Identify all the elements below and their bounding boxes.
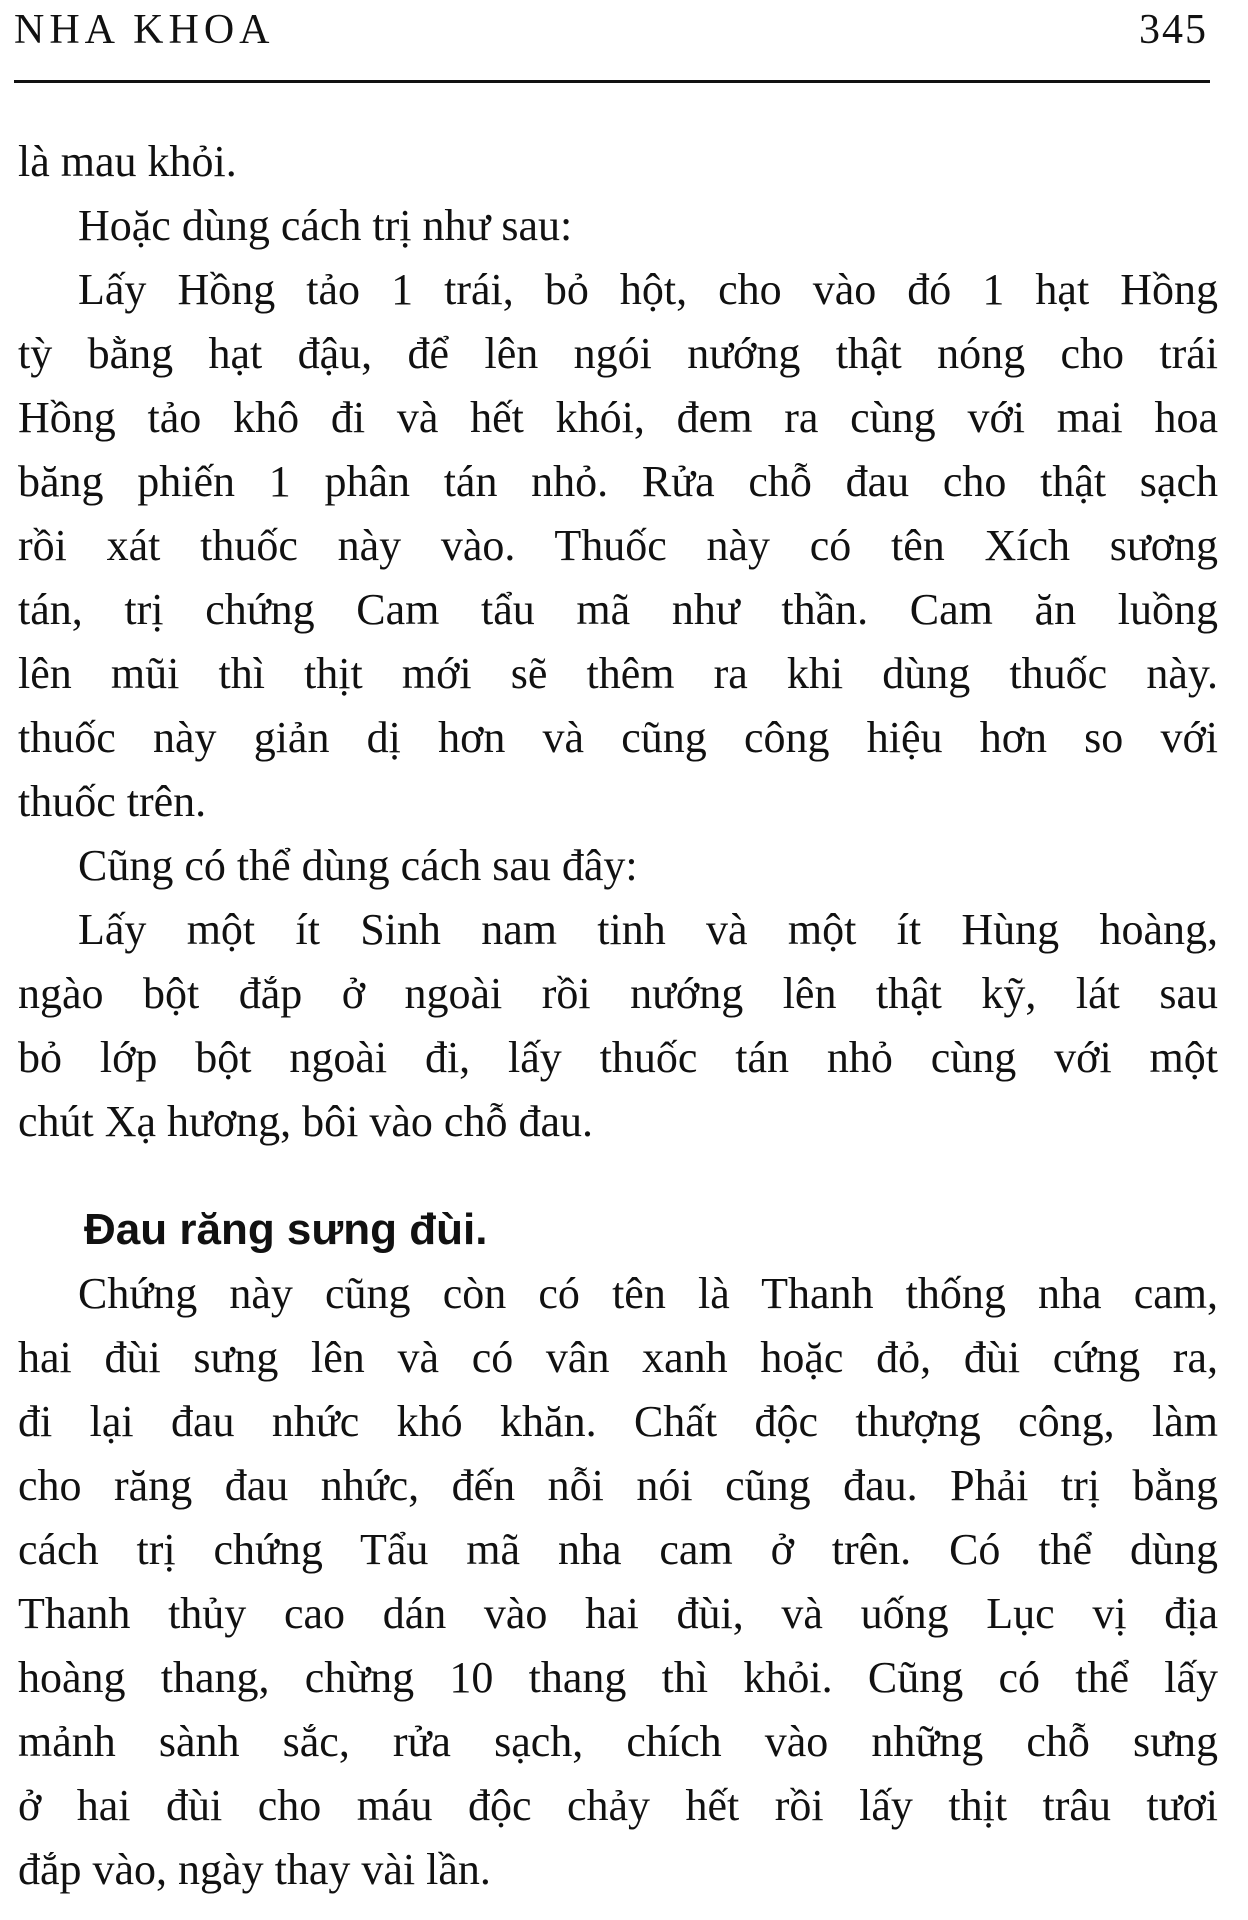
text-line: bỏ lớp bột ngoài đi, lấy thuốc tán nhỏ cùng với một xyxy=(18,1033,1218,1082)
text-line: rồi xát thuốc này vào. Thuốc này có tên Xích sương xyxy=(18,521,1218,570)
section-1-text xyxy=(18,130,1218,1154)
text-line: ngào bột đắp ở ngoài rồi nướng lên thật kỹ, lát sau xyxy=(18,969,1218,1018)
running-header xyxy=(14,6,1208,66)
text-line: Cũng có thể dùng cách sau đây: xyxy=(78,841,638,890)
text-line: mảnh sành sắc, rửa sạch, chích vào những chỗ sưng xyxy=(18,1717,1218,1766)
text-line: đắp vào, ngày thay vài lần. xyxy=(18,1845,491,1894)
text-line: Thanh thủy cao dán vào hai đùi, và uống Lục vị địa xyxy=(18,1589,1218,1638)
text-line: thuốc này giản dị hơn và cũng công hiệu hơn so với xyxy=(18,713,1218,762)
text-line: hoàng thang, chừng 10 thang thì khỏi. Cũng có thể lấy xyxy=(18,1653,1218,1702)
text-line: cho răng đau nhức, đến nỗi nói cũng đau. Phải trị bằng xyxy=(18,1461,1218,1510)
text-line: Hồng tảo khô đi và hết khói, đem ra cùng với mai hoa xyxy=(18,393,1218,442)
text-line: cách trị chứng Tẩu mã nha cam ở trên. Có thể dùng xyxy=(18,1525,1218,1574)
text-line: tán, trị chứng Cam tẩu mã như thần. Cam ăn luồng xyxy=(18,585,1218,634)
text-line: Hoặc dùng cách trị như sau: xyxy=(78,201,573,250)
text-line: Lấy Hồng tảo 1 trái, bỏ hột, cho vào đó 1 hạt Hồng xyxy=(78,265,1218,314)
page-number: 345 xyxy=(1139,7,1208,53)
text-line: thuốc trên. xyxy=(18,777,207,826)
text-line: tỳ bằng hạt đậu, để lên ngói nướng thật nóng cho trái xyxy=(18,329,1218,378)
text-line: ở hai đùi cho máu độc chảy hết rồi lấy thịt trâu tươi xyxy=(18,1781,1218,1830)
text-line: lên mũi thì thịt mới sẽ thêm ra khi dùng thuốc này. xyxy=(18,649,1218,698)
chapter-title: NHA KHOA xyxy=(14,7,275,53)
header-rule xyxy=(14,80,1210,83)
text-line: là mau khỏi. xyxy=(18,137,237,186)
section-heading: Đau răng sưng đùi. xyxy=(84,1205,488,1254)
text-line: Lấy một ít Sinh nam tinh và một ít Hùng hoàng, xyxy=(78,905,1218,954)
text-line: Chứng này cũng còn có tên là Thanh thống nha cam, xyxy=(78,1269,1218,1318)
text-line: băng phiến 1 phân tán nhỏ. Rửa chỗ đau cho thật sạch xyxy=(18,457,1218,506)
section-2-text xyxy=(18,1262,1218,1902)
text-line: đi lại đau nhức khó khăn. Chất độc thượng công, làm xyxy=(18,1397,1218,1446)
text-line: hai đùi sưng lên và có vân xanh hoặc đỏ, đùi cứng ra, xyxy=(18,1333,1218,1382)
text-line: chút Xạ hương, bôi vào chỗ đau. xyxy=(18,1097,593,1146)
